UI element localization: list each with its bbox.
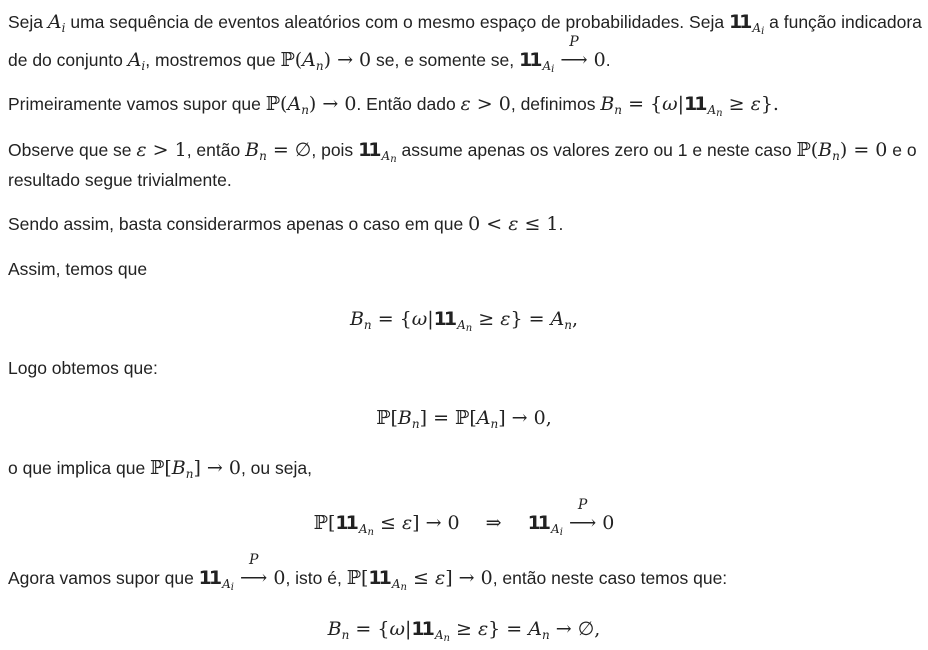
paragraph-observation: Observe que se ε > 1, então $B_n$ = ∅, pois 11 $_{A_n}$ assume apenas os valores zero ou 1 e neste caso $ℙ(B_n) = 0$ e o [8, 139, 917, 165]
paragraph-case: Sendo assim, basta considerarmos apenas o caso em que 0 < ε ≤ 1. [8, 213, 564, 235]
equation-bn-to-empty: $B_n = \{\omega|11$ $_{A_n} \ge \varepsilon\} = A_n$ → ∅, [327, 618, 601, 644]
math-indicator: 11 $_{A_i}$ [728, 11, 765, 37]
equation-bn-equals-an: $B_n = \{\omega|11$ $_{A_n} \ge \varepsilon\} = A_n$, [349, 308, 579, 334]
paragraph-intro: Seja $A_i$ uma sequência de eventos aleatórios com o mesmo espaço de probabilidades. Seja 11 $_{A_i}$ a função indicadora [8, 11, 922, 37]
paragraph-assim: Assim, temos que [8, 259, 148, 279]
math-inline: $A_i$ [47, 11, 66, 35]
paragraph-first-direction: Primeiramente vamos supor que $ℙ(A_n) \to 0$. Então dado ε > 0, definimos $B_n = \{\omega|11$ $_{A_n}$ ≥ ε}. [8, 93, 779, 119]
paragraph-logo: Logo obtemos que: [8, 358, 158, 378]
paragraph-intro-cont: de do conjunto $A_i$, mostremos que $ℙ(A_n) \to 0$ se, e somente se, 11 $_{A_i}$ P ⟶ 0. [8, 34, 611, 75]
paragraph-observation-cont: resultado segue trivialmente. [8, 170, 232, 190]
paragraph-converse: Agora vamos supor que 11 $_{A_i}$ P ⟶ 0, isto é, ℙ[11 $_{A_n}$ ≤ ε] → 0, então neste caso temos que: [8, 552, 728, 593]
equation-prob-limit: $ℙ[B_n]$ = $ℙ[A_n] \to 0$, [376, 407, 552, 431]
paragraph-implica: o que implica que $ℙ[B_n] \to 0$, ou seja, [8, 457, 312, 481]
equation-convergence-implication: ℙ[11 $_{A_n}$ ≤ ε] → 0 ⇒ 11 $_{A_i}$ P ⟶ 0 [313, 497, 615, 538]
